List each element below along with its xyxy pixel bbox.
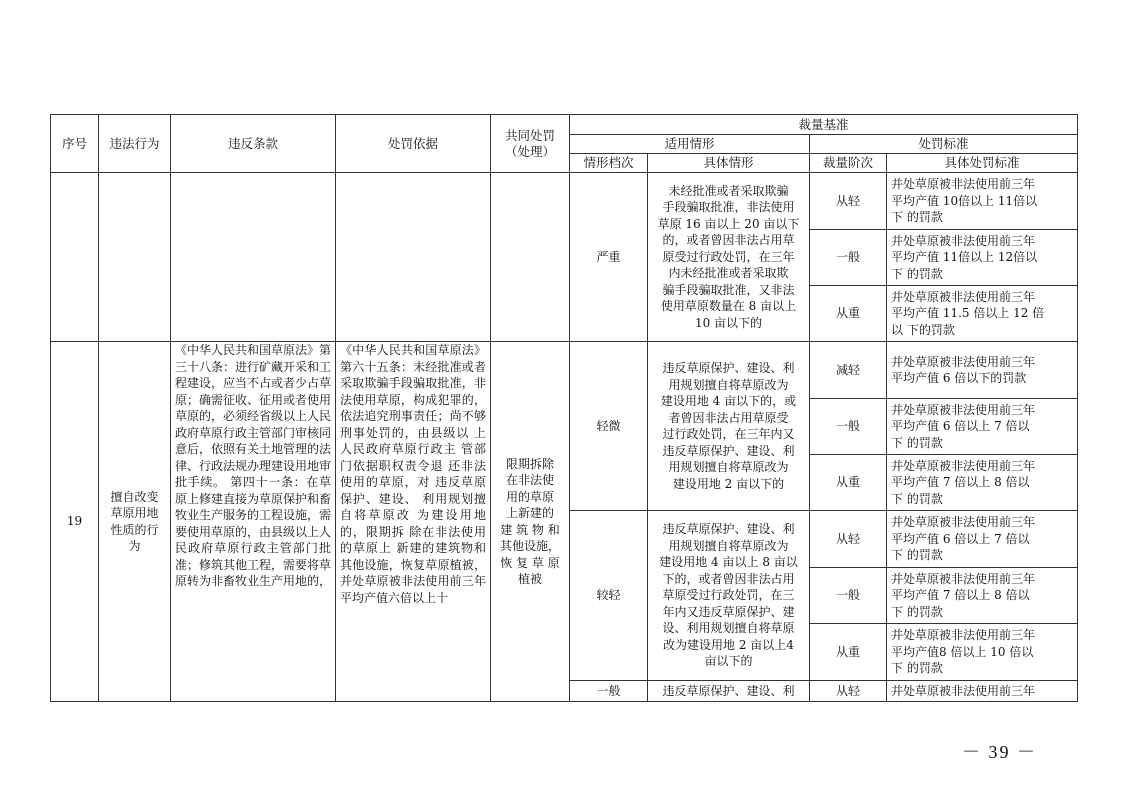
item-common-penalty: 限期拆除 在非法使 用的草原 上新建的 建 筑 物 和 其他设施， 恢 复 草 原 植被	[491, 342, 570, 702]
item-clause: 《中华人民共和国草原法》第三十八条：进行矿藏开采和工程建设，应当不占或者少占草原；确需征收、征用或者使用草原的，必须经省级以上人民政府草原行政主管部门审核同意后，依照有关土地管理的法律、行政法规办理建设用地审批手续。 第四十一条：在草原上修建直接为草原保护和畜牧业生产服务的工程设施，需要使用草原的，由县级以上人民政府草原行政主管部门批准；修筑其他工程，需要将草原转为非畜牧业生产用地的，	[171, 342, 336, 702]
prev-penalty-0: 并处草原被非法使用前三年 平均产值 10倍以上 11倍以 下 的罚款	[887, 173, 1078, 230]
header-level: 情形档次	[570, 154, 648, 173]
penalty-cell: 并处草原被非法使用前三年	[887, 681, 1078, 702]
header-clause: 违反条款	[171, 115, 336, 173]
level-general: 一般	[570, 681, 648, 702]
item-seq: 19	[51, 342, 99, 702]
header-circumstance: 具体情形	[648, 154, 810, 173]
penalty-cell: 并处草原被非法使用前三年 平均产值 7 倍以上 8 倍以 下 的罚款	[887, 455, 1078, 511]
prev-level: 严重	[570, 173, 648, 342]
prev-stage-2: 从重	[810, 286, 887, 342]
circumstance-minor: 违反草原保护、建设、利 用规划擅自将草原改为 建设用地 4 亩以下的，或 者曾因非法占用草原受 过行政处罚，在三年内又 违反草原保护、建设、利 用规划擅自将草原改为 建设用地 2 亩以下的	[648, 342, 810, 511]
header-penalty-standard: 具体处罚标准	[887, 154, 1078, 173]
level-lighter: 较轻	[570, 511, 648, 681]
prev-circumstance: 未经批准或者采取欺骗 手段骗取批准，非法使用 草原 16 亩以上 20 亩以下 的，或者曾因非法占用草 原受过行政处罚，在三年 内未经批准或者采取欺 骗手段骗取批准，又非法 使用草原数量在 8 亩以上 10 亩以下的	[648, 173, 810, 342]
prev-common-cell	[491, 173, 570, 342]
penalty-cell: 并处草原被非法使用前三年 平均产值8 倍以上 10 倍以 下 的罚款	[887, 624, 1078, 681]
header-applicable: 适用情形	[570, 135, 810, 154]
header-standard: 处罚标准	[810, 135, 1078, 154]
stage-cell: 一般	[810, 399, 887, 455]
prev-behavior-cell	[99, 173, 171, 342]
page-number: － 39 －	[962, 742, 1037, 762]
stage-cell: 从轻	[810, 681, 887, 702]
item-basis: 《中华人民共和国草原法》第六十五条：未经批准或者采取欺骗手段骗取批准，非法使用草原，构成犯罪的，依法追究刑事责任；尚不够刑事处罚的，由县级以 上人民政府草原行政主 管部门依据职权责令退 还非法使用的草原，对 违反草原保护、建设、 利用规划擅自将草原改 为建设用地的，限期拆 除在非法使用的草原上 新建的建筑物和其他设施，恢复草原植被，并处草原被非法使用前三年平均产值六倍以上十	[336, 342, 491, 702]
circumstance-lighter: 违反草原保护、建设、利 用规划擅自将草原改为 建设用地 4 亩以上 8 亩以 下的，或者曾因非法占用 草原受过行政处罚，在三 年内又违反草原保护、建 设、利用规划擅自将草原 改为建设用地 2 亩以上4 亩以下的	[648, 511, 810, 681]
header-seq: 序号	[51, 115, 99, 173]
header-behavior: 违法行为	[99, 115, 171, 173]
level-minor: 轻微	[570, 342, 648, 511]
penalty-cell: 并处草原被非法使用前三年 平均产值 6 倍以上 7 倍以 下 的罚款	[887, 511, 1078, 568]
prev-stage-1: 一般	[810, 230, 887, 286]
prev-basis-cell	[336, 173, 491, 342]
header-stage: 裁量阶次	[810, 154, 887, 173]
item-behavior: 擅自改变 草原用地 性质的行 为	[99, 342, 171, 702]
prev-seq-cell	[51, 173, 99, 342]
stage-cell: 从轻	[810, 511, 887, 568]
stage-cell: 一般	[810, 568, 887, 624]
header-basis: 处罚依据	[336, 115, 491, 173]
penalty-cell: 并处草原被非法使用前三年 平均产值 6 倍以下的罚款	[887, 342, 1078, 399]
stage-cell: 从重	[810, 455, 887, 511]
prev-clause-cell	[171, 173, 336, 342]
stage-cell: 从重	[810, 624, 887, 681]
penalty-discretion-table	[50, 114, 1078, 702]
prev-penalty-2: 并处草原被非法使用前三年 平均产值 11.5 倍以上 12 倍 以 下的罚款	[887, 286, 1078, 342]
penalty-cell: 并处草原被非法使用前三年 平均产值 6 倍以上 7 倍以 下 的罚款	[887, 399, 1078, 455]
prev-penalty-1: 并处草原被非法使用前三年 平均产值 11倍以上 12倍以 下 的罚款	[887, 230, 1078, 286]
header-discretion: 裁量基准	[570, 115, 1078, 135]
circumstance-general: 违反草原保护、建设、利	[648, 681, 810, 702]
stage-cell: 减轻	[810, 342, 887, 399]
prev-stage-0: 从轻	[810, 173, 887, 230]
penalty-cell: 并处草原被非法使用前三年 平均产值 7 倍以上 8 倍以 下 的罚款	[887, 568, 1078, 624]
header-common-penalty: 共同处罚 （处理）	[491, 115, 570, 173]
